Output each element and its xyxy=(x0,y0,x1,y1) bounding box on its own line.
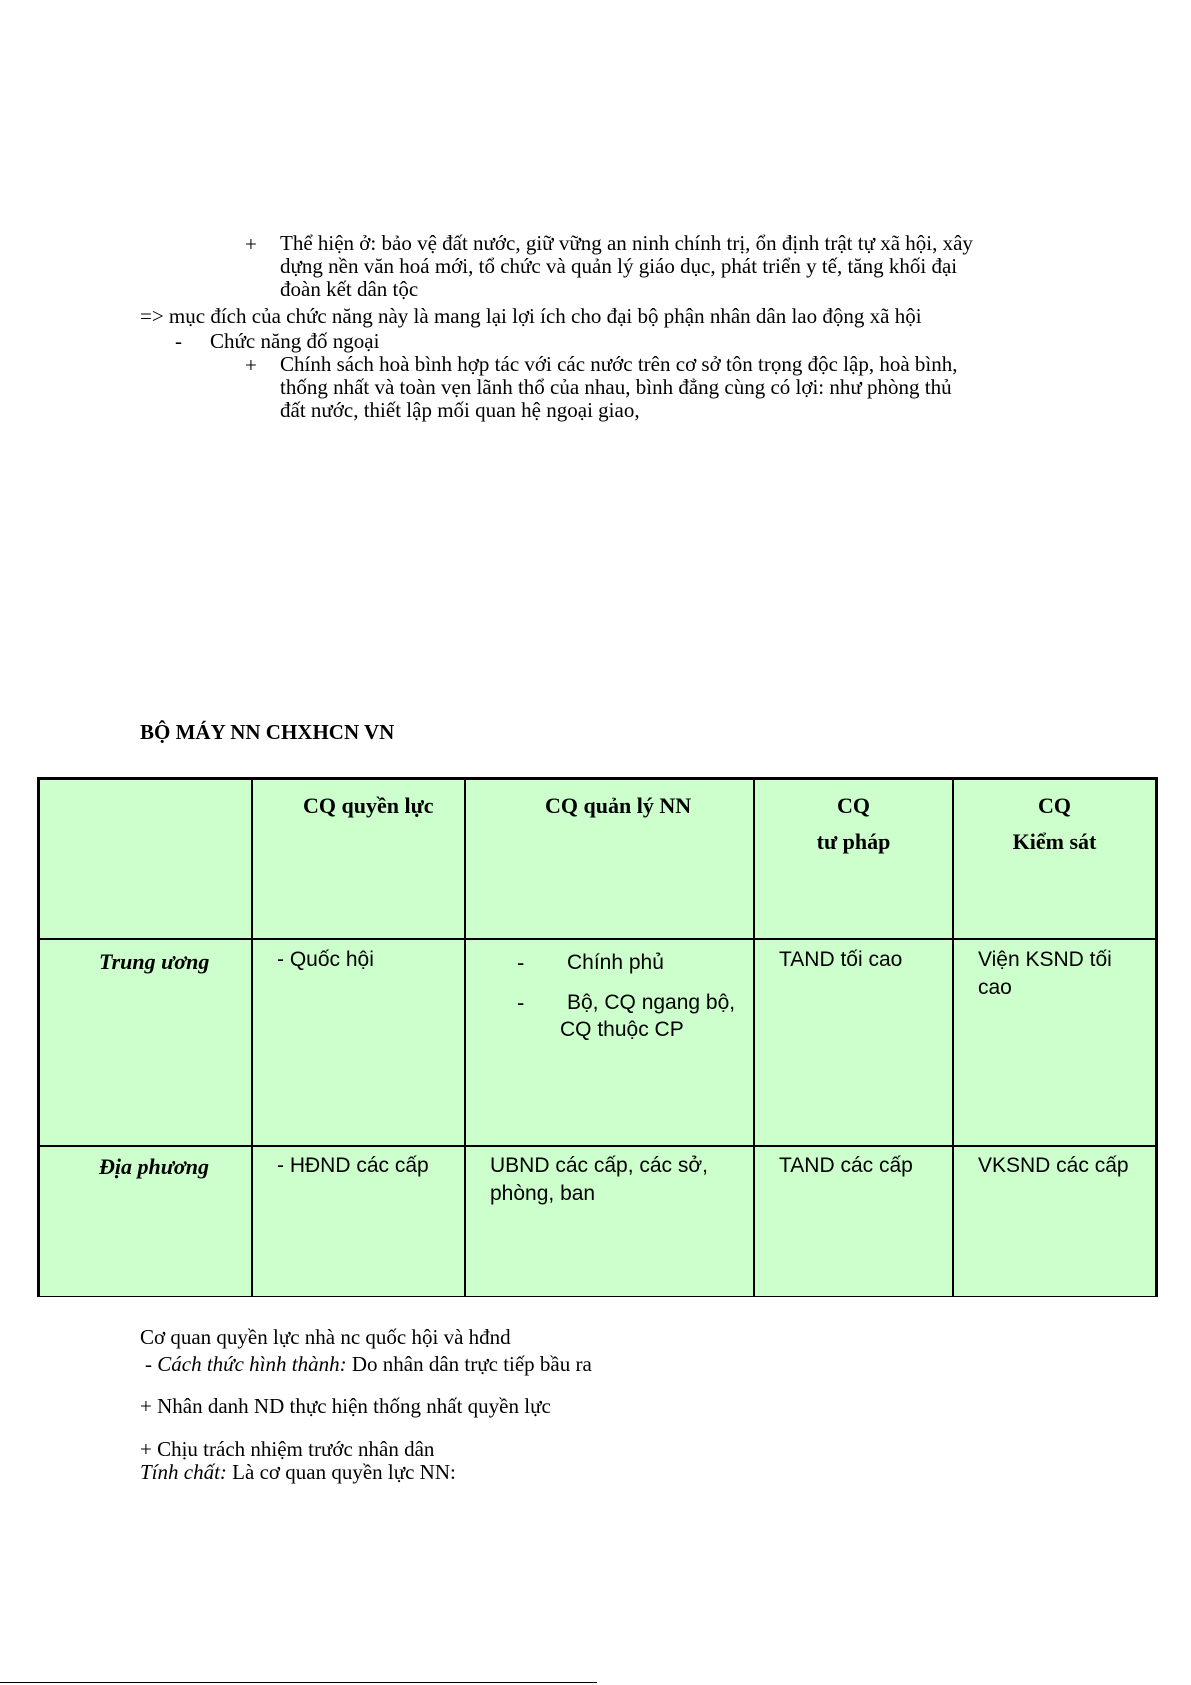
plus-item-line: đoàn kết dân tộc xyxy=(280,277,419,301)
central-procuracy-line1: Viện KSND tối xyxy=(978,948,1112,971)
central-mgmt-item-government: Chính phủ xyxy=(567,951,664,974)
row-label-central xyxy=(40,939,252,1146)
central-procuracy-text xyxy=(954,946,1155,1002)
central-judicial-text: TAND tối cao xyxy=(779,948,903,971)
plus-marker: + xyxy=(245,353,257,377)
central-mgmt-item-ministries-cont: CQ thuộc CP xyxy=(560,1018,684,1041)
conclusion-line: => mục đích của chức năng này là mang lại lợi ích cho đại bộ phận nhân dân lao động xã hội xyxy=(140,304,922,328)
plus-item-expression xyxy=(280,232,973,301)
plus-item-line: Thể hiện ở: bảo vệ đất nước, giữ vững an ninh chính trị, ổn định trật tự xã hội, xây xyxy=(280,231,973,255)
table-header-row xyxy=(40,780,1155,939)
local-management-text xyxy=(466,1152,753,1208)
header-corner-cell xyxy=(40,780,252,939)
header-management-label: CQ quản lý NN xyxy=(545,793,692,818)
header-judicial-line2: tư pháp xyxy=(816,829,891,854)
plus-item-line: thống nhất và toàn vẹn lãnh thổ của nhau, bình đẳng cùng có lợi: như phòng thủ xyxy=(280,375,952,399)
plus-item-line: đất nước, thiết lập mối quan hệ ngoại giao, xyxy=(280,398,640,422)
local-judicial-text: TAND các cấp xyxy=(779,1154,913,1177)
note-plus-represent: + Nhân danh ND thực hiện thống nhất quyền lực xyxy=(140,1394,551,1418)
central-power-cell xyxy=(252,939,465,1146)
plus-item-foreign-policy xyxy=(280,353,958,422)
header-management xyxy=(465,780,754,939)
header-judicial xyxy=(754,780,953,939)
footer-rule xyxy=(0,1682,597,1683)
note-nature xyxy=(140,1461,456,1484)
local-power-cell xyxy=(252,1146,465,1296)
note-nature-text: Là cơ quan quyền lực NN: xyxy=(226,1460,456,1484)
header-procuracy-line1: CQ xyxy=(1038,793,1071,818)
dash-item-foreign-function: Chức năng đố ngoại xyxy=(210,329,380,353)
header-power-label: CQ quyền lực xyxy=(303,793,434,818)
table-row-local xyxy=(40,1146,1155,1296)
central-management-cell xyxy=(465,939,754,1146)
header-procuracy-label xyxy=(954,793,1155,855)
note-formation-text: Do nhân dân trực tiếp bầu ra xyxy=(346,1352,592,1376)
local-procuracy-cell xyxy=(953,1146,1155,1296)
header-procuracy-line2: Kiểm sát xyxy=(1012,829,1097,854)
row-label-central-text: Trung ương xyxy=(99,949,210,974)
list-item xyxy=(466,949,753,977)
note-formation-label: Cách thức hình thành: xyxy=(157,1352,347,1376)
note-formation xyxy=(145,1353,592,1376)
plus-marker: + xyxy=(245,232,257,256)
central-procuracy-line2: cao xyxy=(978,976,1012,999)
local-power-text: - HĐND các cấp xyxy=(277,1154,429,1177)
note-plus-responsible: + Chịu trách nhiệm trước nhân dân xyxy=(140,1437,435,1461)
dash-marker: - xyxy=(175,329,182,353)
section-title: BỘ MÁY NN CHXHCN VN xyxy=(140,720,395,744)
table-row-central xyxy=(40,939,1155,1146)
header-power xyxy=(252,780,465,939)
state-apparatus-table xyxy=(37,777,1158,1297)
central-management-list xyxy=(466,949,753,1045)
dash-marker: - xyxy=(517,990,525,1015)
note-formation-dash: - xyxy=(145,1352,152,1376)
plus-item-line: dựng nền văn hoá mới, tổ chức và quản lý giáo dục, phát triển y tế, tăng khối đại xyxy=(280,254,958,278)
local-judicial-cell xyxy=(754,1146,953,1296)
header-judicial-label xyxy=(755,793,952,855)
plus-item-line: Chính sách hoà bình hợp tác với các nước trên cơ sở tôn trọng độc lập, hoà bình, xyxy=(280,352,958,376)
central-mgmt-item-ministries: Bộ, CQ ngang bộ, xyxy=(567,991,736,1014)
central-judicial-cell xyxy=(754,939,953,1146)
local-management-cell xyxy=(465,1146,754,1296)
dash-marker: - xyxy=(517,950,525,975)
header-procuracy xyxy=(953,780,1155,939)
note-nature-label: Tính chất: xyxy=(140,1460,227,1484)
local-mgmt-line1: UBND các cấp, các sở, xyxy=(490,1154,708,1177)
header-judicial-line1: CQ xyxy=(837,793,870,818)
row-label-local xyxy=(40,1146,252,1296)
row-label-local-text: Địa phương xyxy=(99,1154,209,1179)
central-procuracy-cell xyxy=(953,939,1155,1146)
note-power-bodies: Cơ quan quyền lực nhà nc quốc hội và hđnd xyxy=(140,1325,511,1349)
list-item xyxy=(466,989,753,1045)
local-mgmt-line2: phòng, ban xyxy=(490,1182,596,1205)
central-power-text: - Quốc hội xyxy=(277,948,374,971)
local-procuracy-text: VKSND các cấp xyxy=(978,1154,1129,1177)
